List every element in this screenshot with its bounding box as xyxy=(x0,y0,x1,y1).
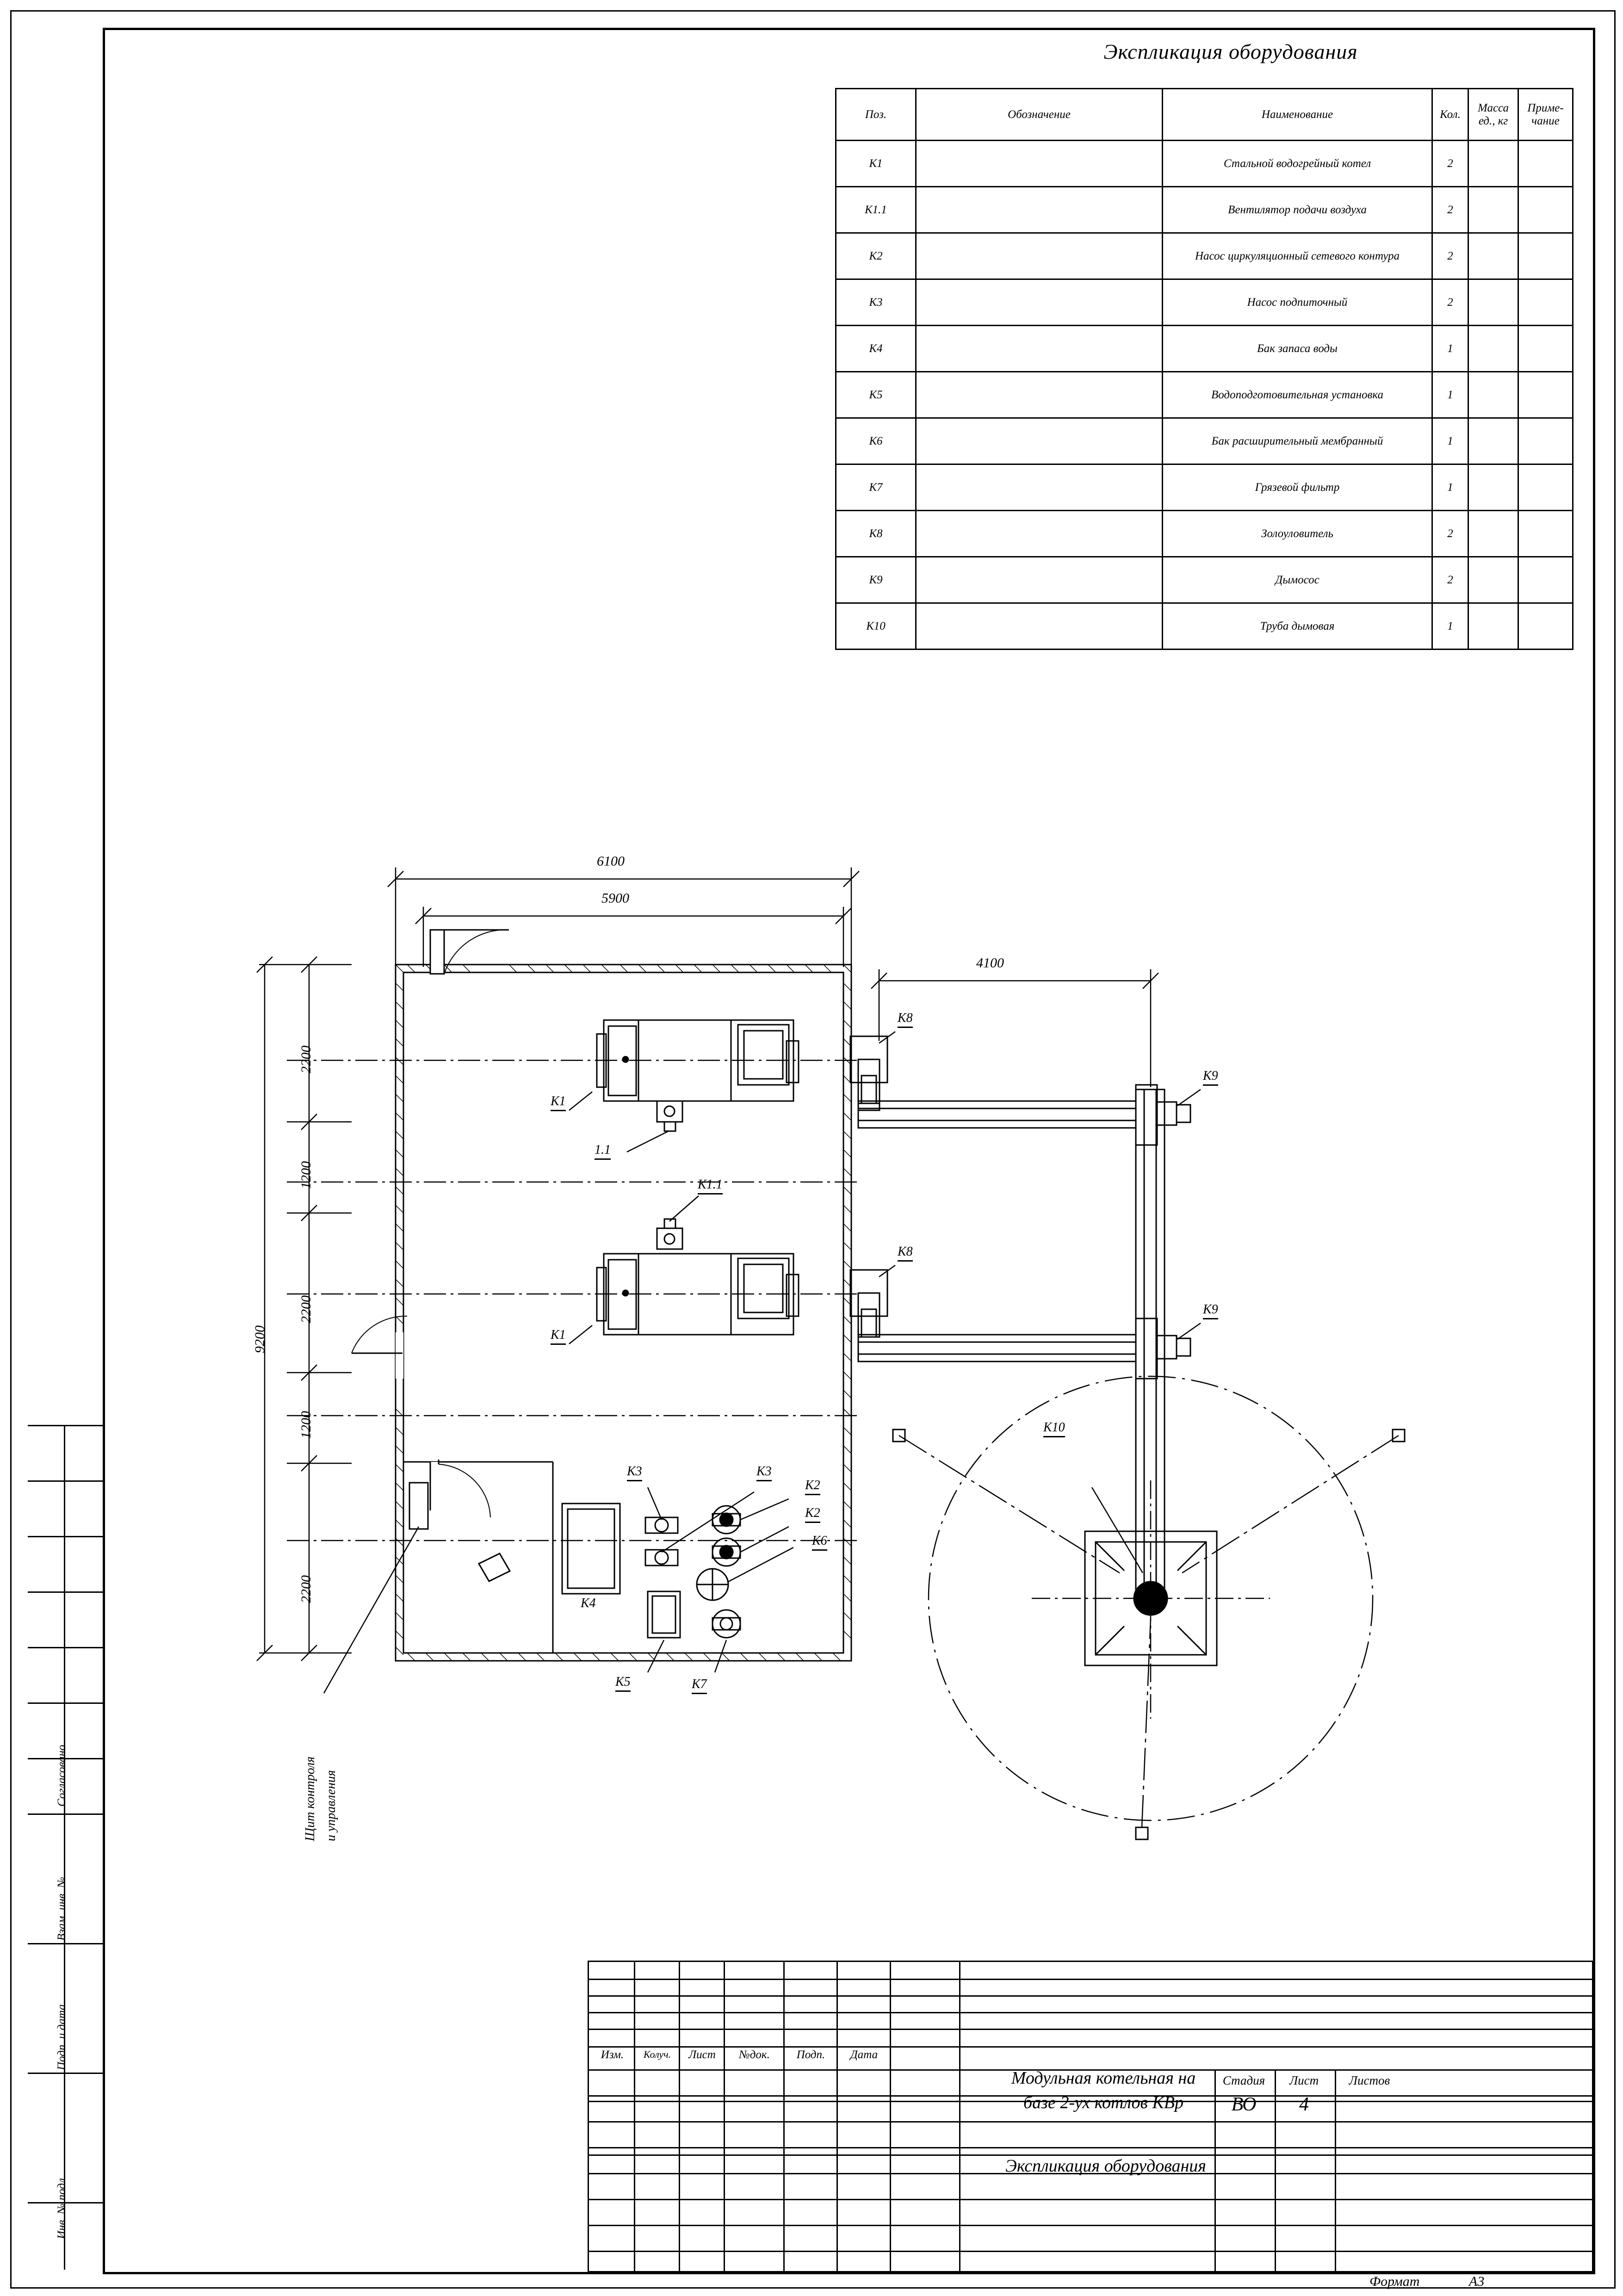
cell-mass xyxy=(1468,418,1518,464)
callout-k2-upper: К2 xyxy=(805,1478,820,1495)
cell-poz: К5 xyxy=(836,372,916,418)
cell-poz: К3 xyxy=(836,279,916,326)
cell-poz: К1 xyxy=(836,141,916,187)
cell-name: Насос подпиточный xyxy=(1163,279,1432,326)
cell-qty: 2 xyxy=(1432,557,1468,603)
cell-name: Труба дымовая xyxy=(1163,603,1432,650)
header-qty: Кол. xyxy=(1432,89,1468,141)
stage-value: ВО xyxy=(1231,2094,1257,2115)
callout-k3-left: К3 xyxy=(627,1464,642,1481)
cell-designation xyxy=(916,141,1163,187)
cell-poz: К8 xyxy=(836,511,916,557)
cell-qty: 1 xyxy=(1432,418,1468,464)
cell-qty: 2 xyxy=(1432,279,1468,326)
rev-header-koluch: Колуч. xyxy=(643,2048,671,2060)
cell-designation xyxy=(916,511,1163,557)
callout-k6: К6 xyxy=(812,1534,827,1551)
cell-designation xyxy=(916,279,1163,326)
cell-mass xyxy=(1468,279,1518,326)
callout-k11: К1.1 xyxy=(698,1177,723,1194)
sheet-header: Лист xyxy=(1289,2073,1319,2087)
header-mass-line1: Масса xyxy=(1477,101,1509,114)
cell-note xyxy=(1518,418,1573,464)
cell-name: Вентилятор подачи воздуха xyxy=(1163,187,1432,233)
cell-poz: К7 xyxy=(836,464,916,511)
cell-note xyxy=(1518,141,1573,187)
cell-note xyxy=(1518,187,1573,233)
rev-header-izm: Изм. xyxy=(601,2048,624,2061)
equipment-spec-table xyxy=(835,88,1573,650)
header-designation: Обозначение xyxy=(916,89,1163,141)
cell-qty: 1 xyxy=(1432,464,1468,511)
object-name-line1: Модульная котельная на xyxy=(1011,2068,1196,2088)
cell-poz: К9 xyxy=(836,557,916,603)
cell-designation xyxy=(916,603,1163,650)
left-label-podp-data: Подп. и дата xyxy=(56,2004,68,2070)
cell-mass xyxy=(1468,187,1518,233)
callout-k9-top: К9 xyxy=(1203,1069,1218,1086)
dim-left-seg-1: 2200 xyxy=(298,1046,314,1073)
cell-mass xyxy=(1468,141,1518,187)
format-label: Формат xyxy=(1369,2274,1420,2289)
callout-k9-bottom: К9 xyxy=(1203,1302,1218,1319)
cell-name: Бак расширительный мембранный xyxy=(1163,418,1432,464)
callout-k1-top: К1 xyxy=(551,1094,566,1111)
rev-header-ndok: №док. xyxy=(739,2048,770,2061)
header-mass-line2: ед., кг xyxy=(1478,114,1508,127)
cell-note xyxy=(1518,511,1573,557)
cell-designation xyxy=(916,372,1163,418)
cell-poz: К1.1 xyxy=(836,187,916,233)
cell-mass xyxy=(1468,603,1518,650)
table-row xyxy=(836,372,1573,418)
header-mass xyxy=(1468,89,1518,141)
callout-k11-pointer: 1.1 xyxy=(595,1143,611,1160)
cell-name: Золоуловитель xyxy=(1163,511,1432,557)
dim-left-seg-3: 2200 xyxy=(298,1295,314,1323)
callout-k8-top: К8 xyxy=(898,1011,913,1028)
cell-designation xyxy=(916,187,1163,233)
cell-poz: К4 xyxy=(836,326,916,372)
cell-poz: К6 xyxy=(836,418,916,464)
cell-designation xyxy=(916,557,1163,603)
table-row xyxy=(836,511,1573,557)
cell-name: Насос циркуляционный сетевого контура xyxy=(1163,233,1432,279)
left-label-vzam-inv: Взам. инв. № xyxy=(56,1877,68,1941)
cell-note xyxy=(1518,279,1573,326)
header-poz: Поз. xyxy=(836,89,916,141)
table-row xyxy=(836,187,1573,233)
cell-qty: 2 xyxy=(1432,187,1468,233)
cell-designation xyxy=(916,233,1163,279)
header-note-line2: чание xyxy=(1531,114,1560,127)
callout-k8-bottom: К8 xyxy=(898,1244,913,1262)
cell-qty: 1 xyxy=(1432,326,1468,372)
cell-name: Дымосос xyxy=(1163,557,1432,603)
table-row xyxy=(836,418,1573,464)
dim-left-seg-2: 1200 xyxy=(298,1161,314,1189)
cell-designation xyxy=(916,464,1163,511)
cell-qty: 2 xyxy=(1432,141,1468,187)
rev-header-podp: Подп. xyxy=(796,2048,825,2061)
header-note xyxy=(1518,89,1573,141)
cell-note xyxy=(1518,326,1573,372)
cell-designation xyxy=(916,326,1163,372)
callout-k7: К7 xyxy=(692,1677,707,1694)
left-label-soglasovano: Согласовано xyxy=(56,1745,68,1807)
rev-header-list: Лист xyxy=(688,2048,716,2061)
cell-name: Стальной водогрейный котел xyxy=(1163,141,1432,187)
header-name: Наименование xyxy=(1163,89,1432,141)
cell-poz: К2 xyxy=(836,233,916,279)
callout-k3-right: К3 xyxy=(756,1464,772,1481)
callout-k1-bottom: К1 xyxy=(551,1328,566,1345)
cell-mass xyxy=(1468,464,1518,511)
dim-top-inner: 5900 xyxy=(601,891,629,906)
cell-mass xyxy=(1468,557,1518,603)
format-value: А3 xyxy=(1469,2274,1485,2289)
cell-qty: 2 xyxy=(1432,511,1468,557)
table-row xyxy=(836,141,1573,187)
dim-left-seg-4: 1200 xyxy=(298,1411,314,1439)
spec-title: Экспликация оборудования xyxy=(1103,40,1358,63)
cell-mass xyxy=(1468,326,1518,372)
cell-qty: 1 xyxy=(1432,603,1468,650)
object-name-line2: базе 2-ух котлов КВр xyxy=(1023,2093,1183,2112)
callout-control-panel-line2: и управления xyxy=(324,1770,338,1841)
callout-k2-lower: К2 xyxy=(805,1506,820,1523)
cell-note xyxy=(1518,233,1573,279)
header-note-line1: Приме- xyxy=(1527,101,1564,114)
title-block xyxy=(588,1961,1593,2272)
cell-note xyxy=(1518,557,1573,603)
callout-k5: К5 xyxy=(615,1675,631,1692)
cell-note xyxy=(1518,603,1573,650)
table-row xyxy=(836,603,1573,650)
cell-qty: 1 xyxy=(1432,372,1468,418)
left-stamp-column xyxy=(28,28,105,2270)
cell-designation xyxy=(916,418,1163,464)
cell-name: Водоподготовительная установка xyxy=(1163,372,1432,418)
table-row xyxy=(836,464,1573,511)
dim-top-outer: 6100 xyxy=(597,854,625,869)
sheet-value: 4 xyxy=(1299,2094,1309,2115)
cell-note xyxy=(1518,372,1573,418)
table-row xyxy=(836,279,1573,326)
cell-name: Грязевой фильтр xyxy=(1163,464,1432,511)
sheets-header: Листов xyxy=(1349,2073,1390,2087)
dim-left-seg-5: 2200 xyxy=(298,1575,314,1603)
table-row xyxy=(836,326,1573,372)
callout-k10: К10 xyxy=(1043,1420,1065,1437)
rev-header-data: Дата xyxy=(850,2048,878,2061)
left-label-inv-podl: Инв. № подл. xyxy=(56,2175,68,2239)
cell-note xyxy=(1518,464,1573,511)
callout-k4: К4 xyxy=(581,1596,596,1610)
stage-header: Стадия xyxy=(1222,2073,1265,2087)
sheet-name: Экспликация оборудования xyxy=(1005,2156,1206,2176)
cell-poz: К10 xyxy=(836,603,916,650)
table-row xyxy=(836,233,1573,279)
spec-table-header-row xyxy=(836,89,1573,141)
cell-mass xyxy=(1468,511,1518,557)
dim-left-total: 9200 xyxy=(252,1325,267,1353)
table-row xyxy=(836,557,1573,603)
cell-mass xyxy=(1468,233,1518,279)
callout-control-panel-line1: Щит контроля xyxy=(303,1756,317,1841)
cell-name: Бак запаса воды xyxy=(1163,326,1432,372)
dim-right-span: 4100 xyxy=(976,955,1004,971)
cell-qty: 2 xyxy=(1432,233,1468,279)
cell-mass xyxy=(1468,372,1518,418)
